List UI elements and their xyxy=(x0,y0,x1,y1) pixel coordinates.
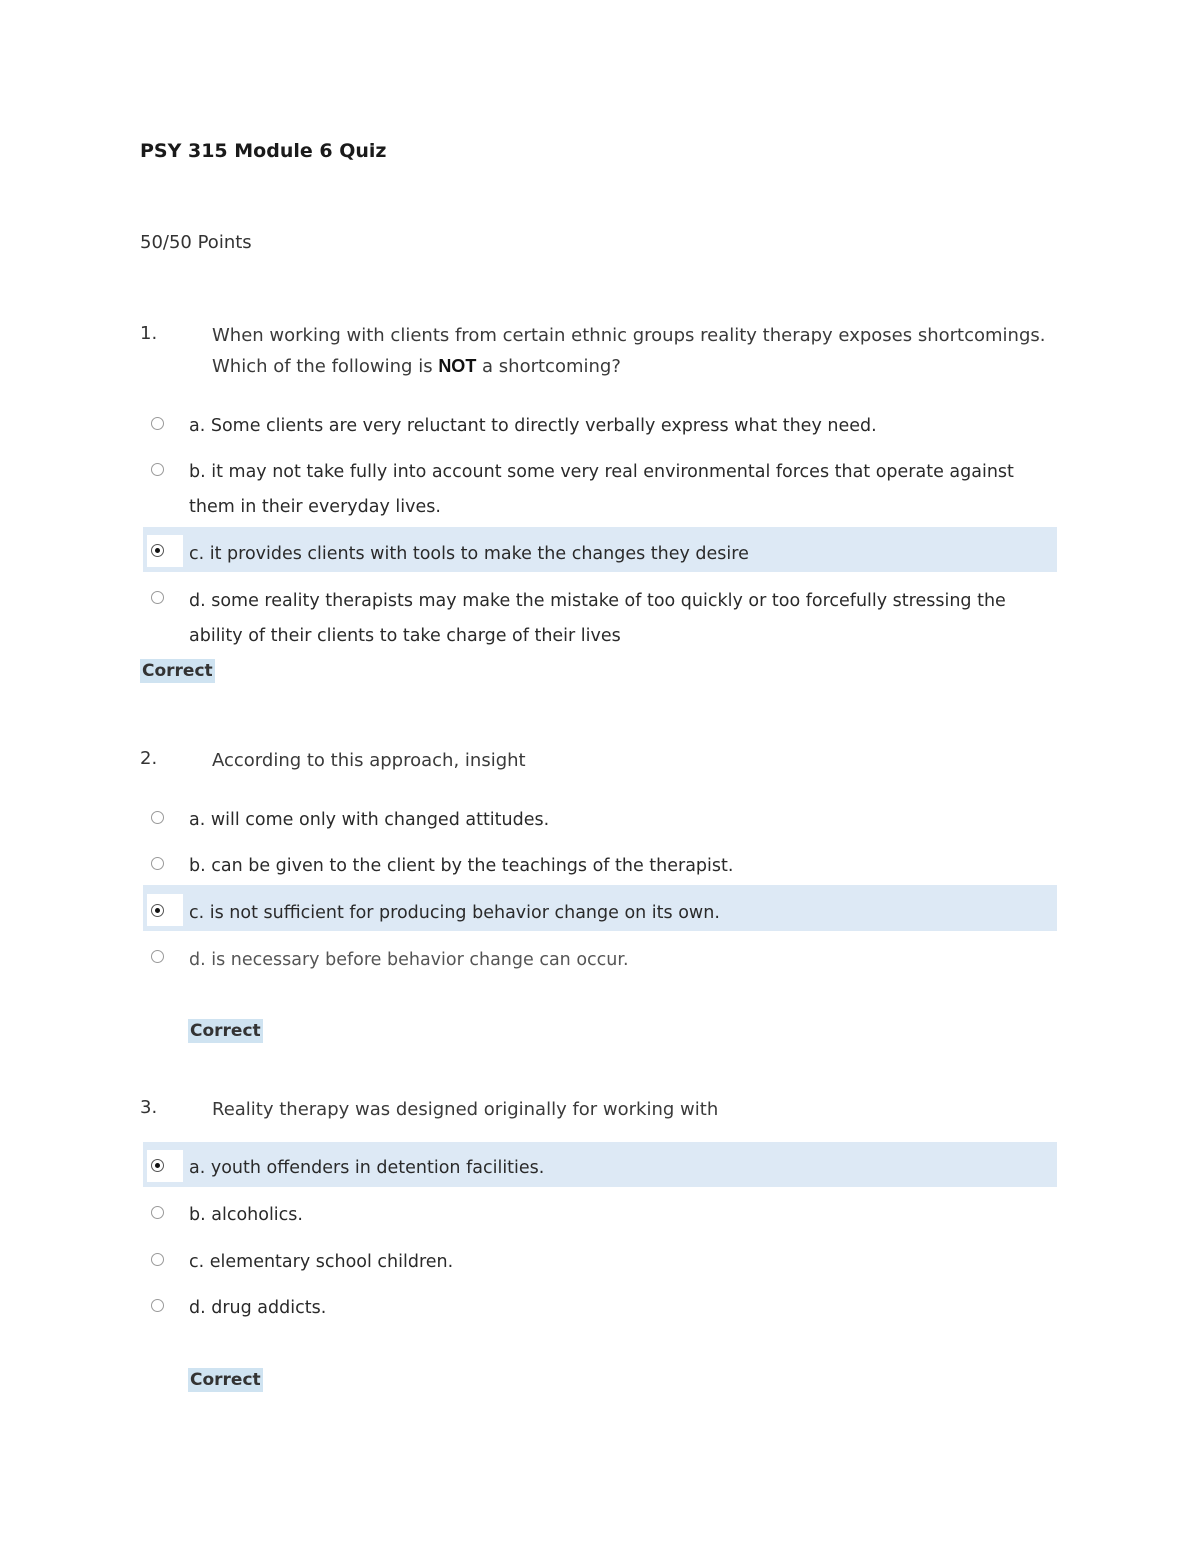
question-text-part: When working with clients from certain ethnic groups reality therapy exposes shortcomings. Which of the following is xyxy=(212,325,1046,377)
option-label: c. is not sufficient for producing behavior change on its own. xyxy=(189,903,720,923)
option-radio[interactable] xyxy=(151,1206,164,1219)
question-text-emphasis: NOT xyxy=(438,356,477,376)
option-radio[interactable] xyxy=(151,591,164,604)
option-label: b. it may not take fully into account some very real environmental forces that operate against them in their everyday lives. xyxy=(189,462,1014,517)
question-text-part: a shortcoming? xyxy=(476,356,621,377)
option-label: c. elementary school children. xyxy=(189,1252,454,1272)
option-label: d. drug addicts. xyxy=(189,1298,327,1318)
option-radio[interactable] xyxy=(151,857,164,870)
option-radio[interactable] xyxy=(151,417,164,430)
feedback-correct: Correct xyxy=(190,1021,261,1041)
page-title: PSY 315 Module 6 Quiz xyxy=(140,140,387,162)
option-radio[interactable] xyxy=(151,1253,164,1266)
option-label: d. some reality therapists may make the mistake of too quickly or too forcefully stressing the ability of their clients to take charge of their lives xyxy=(189,591,1006,646)
question-number: 3. xyxy=(140,1097,158,1118)
score-text: 50/50 Points xyxy=(140,232,252,253)
question-number: 2. xyxy=(140,748,158,769)
question-text: Reality therapy was designed originally for working with xyxy=(212,1099,719,1120)
option-radio-selected[interactable] xyxy=(151,1159,164,1172)
option-radio[interactable] xyxy=(151,1299,164,1312)
option-label: a. youth offenders in detention facilities. xyxy=(189,1158,545,1178)
option-label: d. is necessary before behavior change can occur. xyxy=(189,950,629,970)
option-radio-selected[interactable] xyxy=(151,904,164,917)
question-text: According to this approach, insight xyxy=(212,750,526,771)
option-radio[interactable] xyxy=(151,463,164,476)
option-radio[interactable] xyxy=(151,950,164,963)
question-number: 1. xyxy=(140,323,158,344)
option-radio-selected[interactable] xyxy=(151,544,164,557)
option-radio[interactable] xyxy=(151,811,164,824)
option-label: a. Some clients are very reluctant to directly verbally express what they need. xyxy=(189,416,877,436)
option-label: c. it provides clients with tools to make the changes they desire xyxy=(189,544,749,564)
feedback-correct: Correct xyxy=(190,1370,261,1390)
option-label: b. alcoholics. xyxy=(189,1205,303,1225)
question-text xyxy=(212,321,1072,382)
option-label: b. can be given to the client by the teachings of the therapist. xyxy=(189,856,734,876)
feedback-correct: Correct xyxy=(142,661,213,681)
option-label: a. will come only with changed attitudes. xyxy=(189,810,550,830)
